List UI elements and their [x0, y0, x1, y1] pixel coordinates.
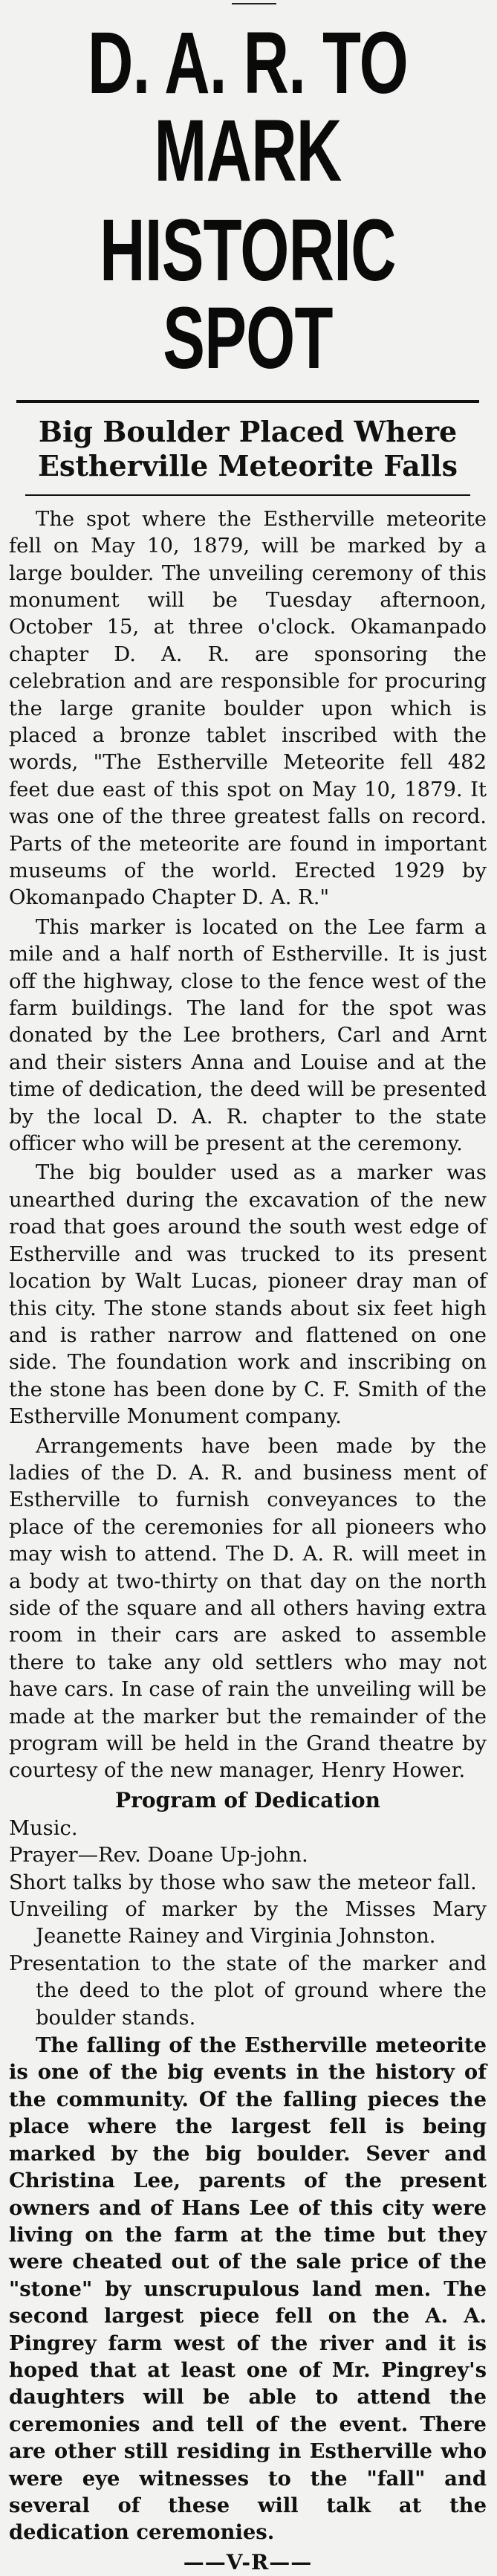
article-body [9, 506, 487, 2576]
paragraph: This marker is located on the Lee farm a mile and a half north of Estherville. It is just off the highway, close to the fence west of the farm buildings. The land for the spot was donated by the Lee brothers, Carl and Arnt and their sisters Anna and Louise and at the time of dedication, the deed will be presented by the local D. A. R. chapter to the state officer who will be present at the ceremony. [9, 915, 487, 1156]
program-item: Music. [9, 1816, 78, 1840]
end-mark: ——V-R—— [183, 2549, 313, 2575]
headline-line-2: HISTORIC SPOT [100, 201, 396, 387]
program-item: Short talks by those who saw the meteor fall. [9, 1870, 477, 1894]
program-item: Unveiling of marker by the Misses Mary Jeanette Rainey and Virginia Johnston. [9, 1898, 487, 1949]
paragraph: The spot where the Estherville meteorite fell on May 10, 1879, will be marked by a large boulder. The unveiling ceremony of this monument will be Tuesday afternoon, October 15, at three o'clock. Okamanpado chapter D. A. R. are sponsoring the celebration and are responsible for procuring the large granite boulder upon which is placed a bronze tablet inscribed with the words, "The Estherville Meteorite fell 482 feet due east of this spot on May 10, 1879. It was one of the three greatest falls on record. Parts of the meteorite are found in important museums of the world. Erected 1929 by Okomanpado Chapter D. A. R." [9, 507, 487, 910]
top-rule [232, 0, 276, 4]
paragraph: Arrangements have been made by the ladies of the D. A. R. and business ment of Estherville to furnish conveyances to the place of the ceremonies for all pioneers who may wish to attend. The D. A. R. will meet in a body at two-thirty on that day on the north side of the square and all others having extra room in their cars are asked to assemble there to take any old settlers who may not have cars. In case of rain the unveiling will be made at the marker but the remainder of the program will be held in the Grand theatre by courtesy of the new manager, Henry Hower. [9, 1434, 487, 1783]
subhead-line-1: Big Boulder Placed Where [38, 415, 458, 448]
headline-divider [16, 400, 479, 403]
headline-line-1: D. A. R. TO MARK [87, 14, 409, 200]
program-item: Presentation to the state of the marker and the deed to the plot of ground where the boulder stands. [9, 1952, 487, 2030]
program-title: Program of Dedication [115, 1787, 380, 1812]
paragraph: The big boulder used as a marker was unearthed during the excavation of the new road that goes around the south west edge of Estherville and was trucked to its present location by Walt Lucas, pioneer dray man of this city. The stone stands about six feet high and is rather narrow and flattened on one side. The foundation work and inscribing on the stone has been done by C. F. Smith of the Estherville Monument company. [9, 1161, 487, 1429]
subhead-divider [25, 494, 470, 496]
program-list [9, 1815, 487, 2032]
program-item: Prayer—Rev. Doane Up-john. [9, 1844, 308, 1868]
subhead [9, 415, 487, 484]
subhead-line-2: Estherville Meteorite Falls [37, 449, 458, 483]
closing-paragraph: The falling of the Estherville meteorite is one of the big events in the history of the community. Of the falling pieces the place where the largest fell is being marked by the big boulder. Sever and Christina Lee, parents of the present owners and of Hans Lee of this city were living on the farm at the time but they were cheated out of the sale price of the "stone" by unscrupulous land men. The second largest piece fell on the A. A. Pingrey farm west of the river and it is hoped that at least one of Mr. Pingrey's daughters will be able to attend the ceremonies and tell of the event. There are other still residing in Estherville who were eye witnesses to the "fall" and several of these will talk at the dedication ceremonies. [9, 2033, 487, 2545]
